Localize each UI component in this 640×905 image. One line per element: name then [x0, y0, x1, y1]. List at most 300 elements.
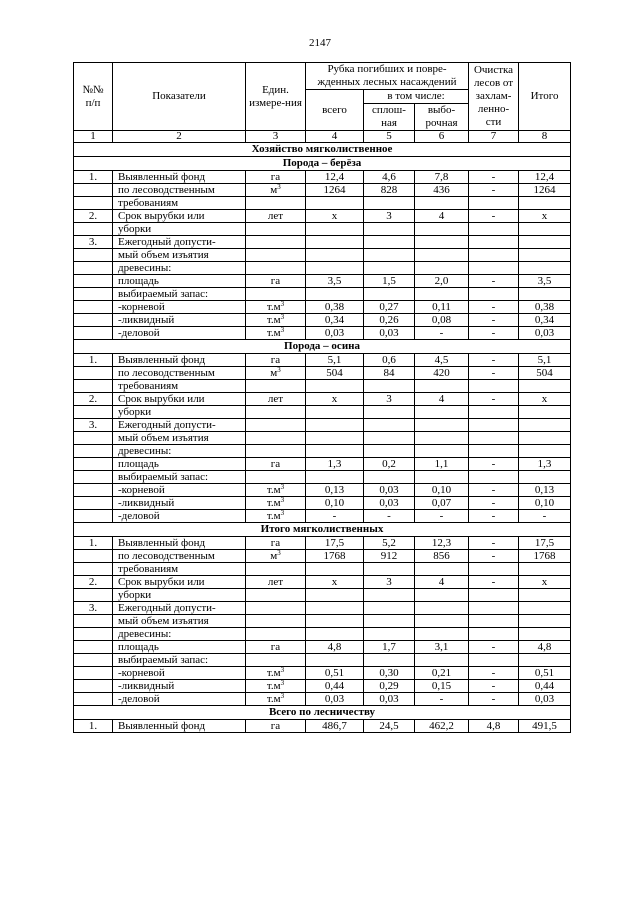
- value-itogo: 0,38: [519, 301, 571, 314]
- row-unit: [246, 393, 306, 406]
- row-number: [74, 445, 113, 458]
- unit-text: т.м: [266, 301, 281, 313]
- row-label: -деловой: [113, 510, 246, 523]
- value-selective: [415, 197, 469, 210]
- value-cleaning: -: [469, 393, 519, 406]
- unit-text: т.м: [266, 667, 281, 679]
- row-label: Срок вырубки или: [113, 393, 246, 406]
- row-number: [74, 406, 113, 419]
- row-unit: [246, 301, 306, 314]
- unit-text: т.м: [266, 510, 281, 522]
- table-row: [74, 197, 571, 210]
- value-cleaning: -: [469, 367, 519, 380]
- value-selective: 0,11: [415, 301, 469, 314]
- table-row: [74, 615, 571, 628]
- value-clear: 3: [364, 393, 415, 406]
- value-total: 486,7: [306, 720, 364, 733]
- value-cleaning: -: [469, 497, 519, 510]
- unit-text: лет: [267, 393, 284, 405]
- table-row: [74, 667, 571, 680]
- value-selective: 420: [415, 367, 469, 380]
- unit-superscript: 3: [280, 326, 285, 334]
- header-itogo: Итого: [519, 63, 571, 131]
- value-total: [306, 419, 364, 432]
- row-unit: [246, 275, 306, 288]
- value-selective: [415, 406, 469, 419]
- value-itogo: [519, 654, 571, 667]
- section-title: Всего по лесничеству: [74, 706, 571, 720]
- header-clear: сплош-ная: [364, 104, 415, 131]
- row-unit: [246, 628, 306, 641]
- value-total: [306, 602, 364, 615]
- row-label: Ежегодный допусти-: [113, 236, 246, 249]
- value-clear: [364, 589, 415, 602]
- value-cleaning: -: [469, 210, 519, 223]
- value-clear: [364, 602, 415, 615]
- row-label: мый объем изъятия: [113, 249, 246, 262]
- row-number: 3.: [74, 236, 113, 249]
- row-label: Выявленный фонд: [113, 171, 246, 184]
- value-clear: 24,5: [364, 720, 415, 733]
- value-itogo: 1,3: [519, 458, 571, 471]
- value-cleaning: [469, 223, 519, 236]
- value-total: 0,44: [306, 680, 364, 693]
- value-total: [306, 654, 364, 667]
- value-itogo: 17,5: [519, 537, 571, 550]
- value-clear: [364, 445, 415, 458]
- row-label: Выявленный фонд: [113, 537, 246, 550]
- value-cleaning: -: [469, 301, 519, 314]
- value-clear: 3: [364, 210, 415, 223]
- value-selective: 4: [415, 393, 469, 406]
- row-number: [74, 262, 113, 275]
- value-itogo: [519, 288, 571, 301]
- row-label: -корневой: [113, 484, 246, 497]
- row-number: 3.: [74, 602, 113, 615]
- value-selective: [415, 589, 469, 602]
- row-unit: [246, 249, 306, 262]
- value-selective: 0,10: [415, 484, 469, 497]
- row-number: [74, 550, 113, 563]
- value-itogo: [519, 406, 571, 419]
- value-selective: [415, 615, 469, 628]
- row-number: [74, 197, 113, 210]
- value-clear: 3: [364, 576, 415, 589]
- row-label: требованиям: [113, 563, 246, 576]
- value-clear: [364, 654, 415, 667]
- row-label: -корневой: [113, 301, 246, 314]
- value-clear: 0,03: [364, 327, 415, 340]
- row-unit: [246, 589, 306, 602]
- value-clear: [364, 563, 415, 576]
- value-clear: [364, 236, 415, 249]
- value-itogo: [519, 197, 571, 210]
- table-row: [74, 406, 571, 419]
- value-total: [306, 223, 364, 236]
- row-unit: [246, 693, 306, 706]
- value-itogo: 1264: [519, 184, 571, 197]
- table-row: [74, 497, 571, 510]
- table-row: [74, 236, 571, 249]
- value-itogo: [519, 223, 571, 236]
- value-selective: 856: [415, 550, 469, 563]
- value-clear: [364, 197, 415, 210]
- table-row: [74, 537, 571, 550]
- row-number: [74, 327, 113, 340]
- table-row: [74, 550, 571, 563]
- row-number: [74, 184, 113, 197]
- section-heading-row: [74, 706, 571, 720]
- value-clear: 0,2: [364, 458, 415, 471]
- value-selective: 0,07: [415, 497, 469, 510]
- row-number: [74, 223, 113, 236]
- unit-text: т.м: [266, 314, 281, 326]
- value-total: 4,8: [306, 641, 364, 654]
- row-unit: [246, 210, 306, 223]
- row-unit: [246, 327, 306, 340]
- value-selective: 436: [415, 184, 469, 197]
- value-total: [306, 406, 364, 419]
- value-selective: -: [415, 327, 469, 340]
- value-itogo: [519, 236, 571, 249]
- unit-text: м: [270, 367, 278, 379]
- table-row: [74, 602, 571, 615]
- value-total: 3,5: [306, 275, 364, 288]
- unit-text: т.м: [266, 693, 281, 705]
- unit-text: га: [270, 537, 281, 549]
- value-selective: -: [415, 693, 469, 706]
- value-clear: 828: [364, 184, 415, 197]
- col-number: 7: [469, 131, 519, 143]
- unit-text: м: [270, 550, 278, 562]
- unit-text: га: [270, 720, 281, 732]
- value-itogo: [519, 589, 571, 602]
- row-unit: [246, 354, 306, 367]
- value-total: [306, 236, 364, 249]
- value-selective: 4: [415, 210, 469, 223]
- value-total: 12,4: [306, 171, 364, 184]
- value-total: [306, 471, 364, 484]
- value-selective: 12,3: [415, 537, 469, 550]
- row-number: [74, 275, 113, 288]
- table-row: [74, 458, 571, 471]
- header-total-col: всего: [306, 90, 364, 131]
- value-cleaning: [469, 262, 519, 275]
- row-number: [74, 589, 113, 602]
- value-cleaning: [469, 249, 519, 262]
- unit-text: лет: [267, 576, 284, 588]
- col-number: 5: [364, 131, 415, 143]
- section-heading-row: [74, 157, 571, 171]
- row-number: 1.: [74, 171, 113, 184]
- row-label: Срок вырубки или: [113, 576, 246, 589]
- table-row: [74, 262, 571, 275]
- row-label: -деловой: [113, 327, 246, 340]
- unit-superscript: 3: [280, 509, 285, 517]
- value-total: 0,03: [306, 693, 364, 706]
- row-number: [74, 249, 113, 262]
- col-number: 1: [74, 131, 113, 143]
- table-row: [74, 484, 571, 497]
- table-row: [74, 184, 571, 197]
- unit-text: т.м: [266, 327, 281, 339]
- row-label: Выявленный фонд: [113, 354, 246, 367]
- value-clear: 0,03: [364, 497, 415, 510]
- value-selective: [415, 563, 469, 576]
- row-unit: [246, 497, 306, 510]
- value-cleaning: [469, 471, 519, 484]
- row-unit: [246, 445, 306, 458]
- row-label: площадь: [113, 275, 246, 288]
- table-row: [74, 693, 571, 706]
- value-clear: [364, 628, 415, 641]
- unit-text: га: [270, 458, 281, 470]
- value-total: [306, 615, 364, 628]
- row-number: [74, 667, 113, 680]
- value-cleaning: [469, 589, 519, 602]
- value-cleaning: -: [469, 641, 519, 654]
- value-total: 0,38: [306, 301, 364, 314]
- value-clear: 84: [364, 367, 415, 380]
- value-total: х: [306, 210, 364, 223]
- value-itogo: [519, 615, 571, 628]
- row-label: выбираемый запас:: [113, 654, 246, 667]
- value-cleaning: -: [469, 550, 519, 563]
- row-unit: [246, 197, 306, 210]
- row-label: древесины:: [113, 262, 246, 275]
- table-row: [74, 210, 571, 223]
- section-title: Хозяйство мягколиственное: [74, 143, 571, 157]
- row-unit: [246, 667, 306, 680]
- row-unit: [246, 484, 306, 497]
- value-clear: 0,27: [364, 301, 415, 314]
- value-selective: [415, 288, 469, 301]
- unit-superscript: 3: [280, 496, 285, 504]
- header-selective: выбо-рочная: [415, 104, 469, 131]
- value-total: [306, 445, 364, 458]
- value-itogo: [519, 445, 571, 458]
- unit-superscript: 3: [280, 483, 285, 491]
- row-unit: [246, 419, 306, 432]
- table-row: [74, 680, 571, 693]
- row-label: -ликвидный: [113, 314, 246, 327]
- value-total: [306, 432, 364, 445]
- unit-superscript: 3: [277, 183, 281, 191]
- value-cleaning: -: [469, 354, 519, 367]
- value-itogo: х: [519, 576, 571, 589]
- value-selective: [415, 432, 469, 445]
- row-label: -корневой: [113, 667, 246, 680]
- row-unit: [246, 171, 306, 184]
- value-selective: [415, 380, 469, 393]
- row-number: [74, 380, 113, 393]
- row-unit: [246, 720, 306, 733]
- value-itogo: [519, 563, 571, 576]
- row-label: -ликвидный: [113, 680, 246, 693]
- value-clear: [364, 419, 415, 432]
- row-number: 2.: [74, 576, 113, 589]
- col-number: 4: [306, 131, 364, 143]
- value-total: 1,3: [306, 458, 364, 471]
- table-row: [74, 327, 571, 340]
- value-itogo: 4,8: [519, 641, 571, 654]
- value-cleaning: [469, 628, 519, 641]
- row-label: Срок вырубки или: [113, 210, 246, 223]
- table-row: [74, 563, 571, 576]
- row-unit: [246, 406, 306, 419]
- value-itogo: [519, 432, 571, 445]
- row-number: 2.: [74, 210, 113, 223]
- row-number: [74, 497, 113, 510]
- value-cleaning: -: [469, 576, 519, 589]
- value-selective: 0,15: [415, 680, 469, 693]
- value-cleaning: [469, 288, 519, 301]
- row-label: древесины:: [113, 445, 246, 458]
- row-unit: [246, 654, 306, 667]
- row-number: 1.: [74, 354, 113, 367]
- value-total: 0,13: [306, 484, 364, 497]
- value-clear: 0,29: [364, 680, 415, 693]
- row-label: требованиям: [113, 380, 246, 393]
- value-total: 0,10: [306, 497, 364, 510]
- unit-text: т.м: [266, 484, 281, 496]
- value-total: [306, 288, 364, 301]
- value-clear: [364, 406, 415, 419]
- row-unit: [246, 471, 306, 484]
- value-cleaning: [469, 419, 519, 432]
- value-cleaning: -: [469, 171, 519, 184]
- value-clear: 0,03: [364, 693, 415, 706]
- value-itogo: 0,10: [519, 497, 571, 510]
- value-itogo: -: [519, 510, 571, 523]
- value-itogo: [519, 262, 571, 275]
- value-itogo: 0,34: [519, 314, 571, 327]
- header-indicators: Показатели: [113, 63, 246, 131]
- value-selective: [415, 445, 469, 458]
- value-itogo: 1768: [519, 550, 571, 563]
- row-unit: [246, 615, 306, 628]
- row-unit: [246, 550, 306, 563]
- table-row: [74, 380, 571, 393]
- value-itogo: 0,13: [519, 484, 571, 497]
- unit-superscript: 3: [277, 549, 281, 557]
- col-number: 3: [246, 131, 306, 143]
- value-total: [306, 628, 364, 641]
- value-selective: [415, 419, 469, 432]
- value-clear: [364, 471, 415, 484]
- row-label: выбираемый запас:: [113, 288, 246, 301]
- row-unit: [246, 236, 306, 249]
- value-cleaning: -: [469, 184, 519, 197]
- value-itogo: 491,5: [519, 720, 571, 733]
- row-unit: [246, 432, 306, 445]
- row-label: выбираемый запас:: [113, 471, 246, 484]
- unit-text: га: [270, 275, 281, 287]
- value-itogo: [519, 602, 571, 615]
- row-unit: [246, 184, 306, 197]
- value-clear: [364, 615, 415, 628]
- value-clear: [364, 432, 415, 445]
- value-clear: 0,30: [364, 667, 415, 680]
- value-cleaning: [469, 445, 519, 458]
- value-total: [306, 249, 364, 262]
- row-number: [74, 654, 113, 667]
- col-number: 6: [415, 131, 469, 143]
- value-cleaning: [469, 380, 519, 393]
- unit-superscript: 3: [280, 692, 285, 700]
- table-row: [74, 419, 571, 432]
- row-label: уборки: [113, 406, 246, 419]
- col-number: 8: [519, 131, 571, 143]
- value-total: 1768: [306, 550, 364, 563]
- column-numbers-row: [74, 131, 571, 143]
- table-row: [74, 354, 571, 367]
- row-unit: [246, 314, 306, 327]
- row-number: 1.: [74, 720, 113, 733]
- header-unit: Един. измере-ния: [246, 63, 306, 131]
- table-row: [74, 223, 571, 236]
- col-number: 2: [113, 131, 246, 143]
- value-cleaning: [469, 602, 519, 615]
- row-unit: [246, 458, 306, 471]
- value-total: [306, 262, 364, 275]
- value-cleaning: [469, 654, 519, 667]
- value-cleaning: -: [469, 693, 519, 706]
- value-total: х: [306, 576, 364, 589]
- row-unit: [246, 563, 306, 576]
- value-itogo: [519, 419, 571, 432]
- row-number: [74, 301, 113, 314]
- value-cleaning: -: [469, 680, 519, 693]
- value-itogo: х: [519, 393, 571, 406]
- section-title: Итого мягколиственных: [74, 523, 571, 537]
- row-number: [74, 367, 113, 380]
- row-label: -деловой: [113, 693, 246, 706]
- row-number: [74, 471, 113, 484]
- value-selective: 7,8: [415, 171, 469, 184]
- row-label: площадь: [113, 458, 246, 471]
- value-selective: [415, 236, 469, 249]
- table-row: [74, 576, 571, 589]
- value-clear: 0,26: [364, 314, 415, 327]
- value-selective: [415, 628, 469, 641]
- value-itogo: 0,03: [519, 693, 571, 706]
- value-clear: 1,7: [364, 641, 415, 654]
- value-total: 0,03: [306, 327, 364, 340]
- value-cleaning: -: [469, 275, 519, 288]
- row-unit: [246, 380, 306, 393]
- row-unit: [246, 288, 306, 301]
- value-itogo: 3,5: [519, 275, 571, 288]
- row-number: [74, 615, 113, 628]
- row-unit: [246, 510, 306, 523]
- value-cleaning: [469, 236, 519, 249]
- value-selective: [415, 602, 469, 615]
- value-clear: [364, 249, 415, 262]
- value-total: 0,34: [306, 314, 364, 327]
- row-number: [74, 680, 113, 693]
- table-row: [74, 589, 571, 602]
- unit-text: м: [270, 184, 278, 196]
- row-unit: [246, 641, 306, 654]
- value-cleaning: [469, 615, 519, 628]
- section-title: Порода – берёза: [74, 157, 571, 171]
- value-clear: 1,5: [364, 275, 415, 288]
- table-row: [74, 275, 571, 288]
- value-total: 5,1: [306, 354, 364, 367]
- value-clear: [364, 380, 415, 393]
- value-selective: [415, 654, 469, 667]
